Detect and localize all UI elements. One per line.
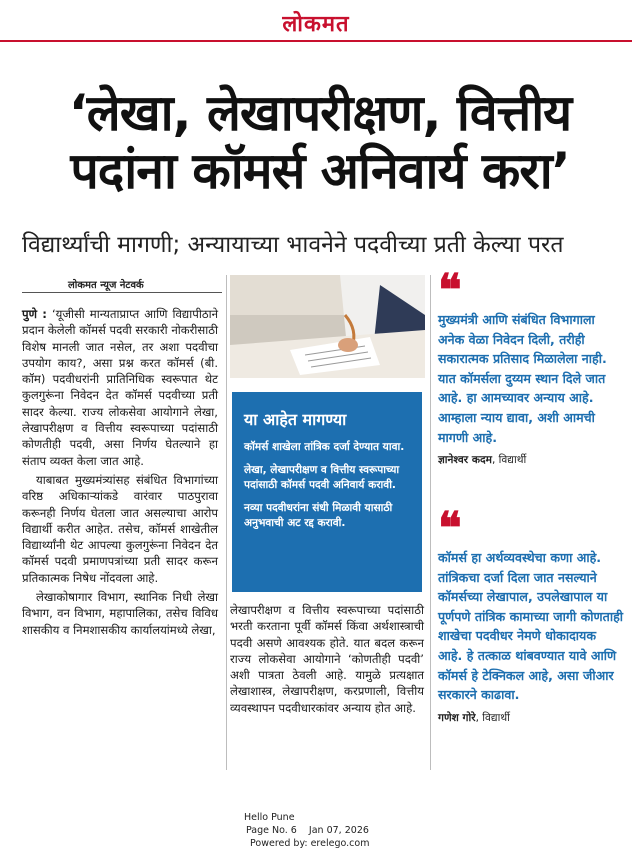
quote-author: ज्ञानेश्वर कदम <box>438 454 492 467</box>
quote-box <box>438 503 624 725</box>
demands-box <box>232 392 422 592</box>
paragraph: लेखाकोषागार विभाग, स्थानिक निधी लेखा विभाग, वन विभाग, महापालिका, तसेच विविध शासकीय व निमशासकीय कार्यालयांमध्ये लेखा, <box>22 590 218 637</box>
article-column-2 <box>230 602 424 719</box>
footer-page-date: Page No. 6 Jan 07, 2026 <box>246 825 369 836</box>
footer-edition: Hello Pune <box>244 812 295 823</box>
exam-photo-illustration <box>230 275 425 378</box>
quote-text: मुख्यमंत्री आणि संबंधित विभागाला अनेक वेळा निवेदन दिली, तरीही सकारात्मक प्रतिसाद मिळालेला नाही. यात कॉमर्सला दुय्यम स्थान दिले जात आहे. हा आमच्यावर अन्याय आहे. आम्हाला न्याय द्यावा, अशी आमची मागणी आहे. <box>438 312 607 445</box>
article-column-1 <box>22 306 218 641</box>
headline-line-1: ‘लेखा, लेखापरीक्षण, वित्तीय <box>68 84 572 142</box>
masthead <box>0 0 632 42</box>
paragraph: लेखापरीक्षण व वित्तीय स्वरूपाच्या पदांसाठी भरती करताना पूर्वी कॉमर्स किंवा अर्थशास्त्राची पदवी असणे आवश्यक होते. यात बदल करून राज्य लोकसेवा आयोगाने ‘कोणतीही पदवी’ अशी पात्रता ठेवली आहे. यामुळे प्रत्यक्षात लेखाशास्त्र, लेखापरीक्षण, करप्रणाली, वित्तीय व्यवस्थापन पदवीधारकांवर अन्याय होत आहे. <box>230 603 424 715</box>
lokmat-logo: लोकमत <box>282 11 350 37</box>
quote-box <box>438 265 624 467</box>
dateline: पुणे : <box>22 307 47 321</box>
headline-line-2: पदांना कॉमर्स अनिवार्य करा’ <box>70 142 570 200</box>
quote-role: , विद्यार्थी <box>475 711 510 724</box>
headline <box>18 84 622 200</box>
quote-mark-icon: ❝ <box>438 265 462 316</box>
paragraph-text: ‘यूजीसी मान्यताप्राप्त आणि विद्यापीठाने प्रदान केलेली कॉमर्स पदवी सरकारी नोकरीसाठी विशेष मानली जात नसेल, तर अशा पदवीचा उपयोग काय?, असा प्रश्न करत कॉमर्स (बी. कॉम) पदवीधरांनी प्रातिनिधिक स्वरूपात थेट कुलगुरूंना निवेदन देत कॉमर्स पदवीच्या प्रती सादर केल्या. राज्य लोकसेवा आयोगाने लेखा, लेखापरीक्षण व वित्तीय स्वरूपाच्या पदांसाठी कोणतीही पदवी, असा निर्णय घेतल्याने हा संताप व्यक्त केला जात आहे. <box>22 307 219 468</box>
byline: लोकमत न्यूज नेटवर्क <box>68 280 144 291</box>
quote-author: गणेश गोरे <box>438 711 476 724</box>
demands-title: या आहेत मागण्या <box>244 410 347 429</box>
quote-mark-icon: ❝ <box>438 503 462 554</box>
quote-role: , विद्यार्थी <box>491 454 527 467</box>
quote-attribution <box>438 453 624 467</box>
column-divider <box>226 275 227 770</box>
quote-attribution <box>438 711 624 725</box>
exam-photo <box>230 275 425 378</box>
paragraph: याबाबत मुख्यमंत्र्यांसह संबंधित विभागांच्या वरिष्ठ अधिकाऱ्यांकडे वारंवार पाठपुरावा करूनही निर्णय घेतला जात असल्याचा आरोप विद्यार्थी करीत आहेत. तसेच, कॉमर्स शाखेतील विद्यार्थ्यांनी थेट आपल्या कुलगुरूंना निवेदन देत कॉमर्स पदवी प्रमाणपत्रांच्या प्रती सादर करून प्रतिकात्मक निषेध नोंदवला आहे. <box>22 472 218 585</box>
byline-divider <box>22 292 222 293</box>
demand-item: लेखा, लेखापरीक्षण व वित्तीय स्वरूपाच्या पदांसाठी कॉमर्स पदवी अनिवार्य करावी. <box>244 464 400 491</box>
column-divider <box>430 275 431 770</box>
subheadline: विद्यार्थ्यांची मागणी; अन्यायाच्या भावनेने पदवीच्या प्रती केल्या परत <box>22 232 564 258</box>
footer-powered-by: Powered by: erelego.com <box>250 838 370 849</box>
demand-item: नव्या पदवीधरांना संधी मिळावी यासाठी अनुभवाची अट रद्द करावी. <box>244 502 393 529</box>
quote-text: कॉमर्स हा अर्थव्यवस्थेचा कणा आहे. तांत्रिकचा दर्जा दिला जात नसल्याने कॉमर्सच्या लेखापाल, उपलेखापाल या पूर्णपणे तांत्रिक कामाच्या जागी कोणताही शाखेचा पदवीधर नेमणे धोकादायक आहे. हे तत्काळ थांबवण्यात यावे आणि कॉमर्स हे टेक्निकल आहे, असा जीआर सरकारने काढावा. <box>438 550 624 703</box>
masthead-rule <box>0 40 632 42</box>
paragraph <box>22 306 218 469</box>
demand-item: कॉमर्स शाखेला तांत्रिक दर्जा देण्यात यावा. <box>244 441 405 453</box>
